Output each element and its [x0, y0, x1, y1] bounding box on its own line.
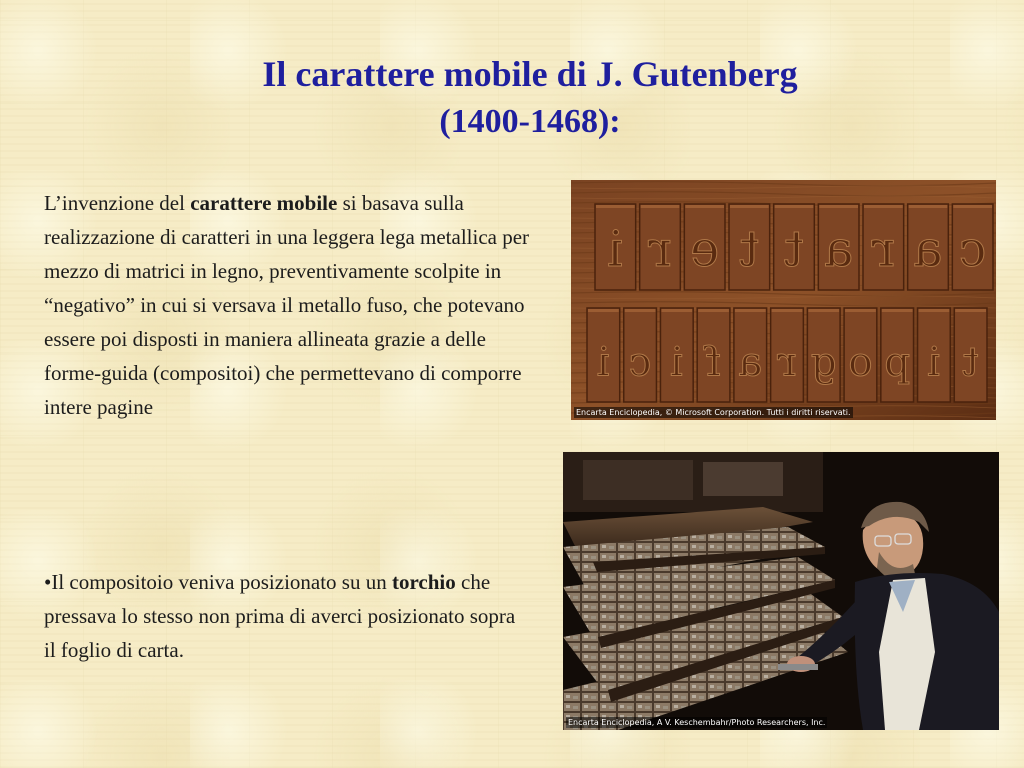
type-block-letter: o	[848, 337, 873, 386]
type-block-highlight	[808, 309, 839, 312]
type-blocks-row-1	[595, 204, 993, 290]
type-block-highlight	[588, 309, 619, 312]
type-block-highlight	[864, 205, 903, 208]
type-block-letter: r	[777, 337, 797, 386]
para2-text-rest: che pressava lo stesso non prima di averci posizionato sopra il foglio di carta.	[44, 570, 516, 662]
type-block-highlight	[845, 309, 876, 312]
type-block-highlight	[775, 205, 814, 208]
type-block-highlight	[625, 309, 656, 312]
type-block-highlight	[772, 309, 803, 312]
type-block-highlight	[661, 309, 692, 312]
type-block-letter: a	[913, 219, 943, 278]
type-block-letter: i	[596, 337, 610, 386]
type-block-letter: r	[871, 219, 896, 278]
para2-bold-term: torchio	[391, 570, 456, 594]
para1-bold-term: carattere mobile	[190, 191, 338, 215]
paragraph-movable-type	[44, 186, 534, 424]
title-line-2: (1400-1468):	[439, 103, 621, 140]
type-block-letter: g	[810, 337, 837, 386]
typesetter-photo	[563, 452, 999, 730]
type-block-letter: a	[824, 219, 854, 278]
typesetter-illustration	[563, 452, 999, 730]
type-block-letter: f	[706, 337, 722, 386]
type-block-letter: t	[739, 219, 760, 278]
type-block-highlight	[698, 309, 729, 312]
type-block-highlight	[955, 309, 986, 312]
image-credit-caption-1: Encarta Enciclopedia, © Microsoft Corporation. Tutti i diritti riservati.	[576, 408, 851, 417]
para2-text-start: •Il compositoio veniva posizionato su un	[44, 570, 392, 594]
type-block-letter: c	[628, 337, 652, 386]
type-blocks-row-2	[587, 308, 987, 402]
type-block-letter: i	[670, 337, 684, 386]
type-block-highlight	[909, 205, 948, 208]
type-block-letter: t	[962, 337, 979, 386]
type-block-letter: i	[927, 337, 941, 386]
type-block-highlight	[641, 205, 680, 208]
type-block-highlight	[819, 205, 858, 208]
type-block-letter: i	[607, 219, 624, 278]
type-block-highlight	[735, 309, 766, 312]
type-block-highlight	[919, 309, 950, 312]
type-block-letter: c	[958, 219, 987, 278]
title-line-1: Il carattere mobile di J. Gutenberg	[262, 54, 798, 94]
type-block-highlight	[882, 309, 913, 312]
type-block-highlight	[596, 205, 635, 208]
movable-type-blocks-image	[571, 180, 996, 420]
type-block-letter: e	[690, 219, 720, 278]
type-blocks-illustration	[571, 180, 996, 420]
type-block-letter: p	[884, 337, 911, 386]
para1-text-start: L’invenzione del	[44, 191, 191, 215]
slide-title	[100, 50, 960, 146]
type-block-letter: a	[738, 337, 763, 386]
type-block-letter: t	[784, 219, 804, 278]
type-block-highlight	[953, 205, 992, 208]
image-credit-caption-2: Encarta Enciclopedia, A V. Keschembahr/Photo Researchers, Inc.	[568, 718, 826, 727]
type-block-letter: r	[648, 219, 672, 278]
para1-text-rest: si basava sulla realizzazione di caratteri in una leggera lega metallica per mezzo di matrici in legno, preventivamente scolpite in “negativo” in cui si versava il metallo fuso, che potevano essere poi disposti in maniera allineata grazie a delle forme-guida (compositoi) che permettevano di comporre intere pagine	[44, 191, 530, 419]
paragraph-press	[44, 565, 524, 667]
type-block-highlight	[730, 205, 769, 208]
type-block-highlight	[685, 205, 724, 208]
